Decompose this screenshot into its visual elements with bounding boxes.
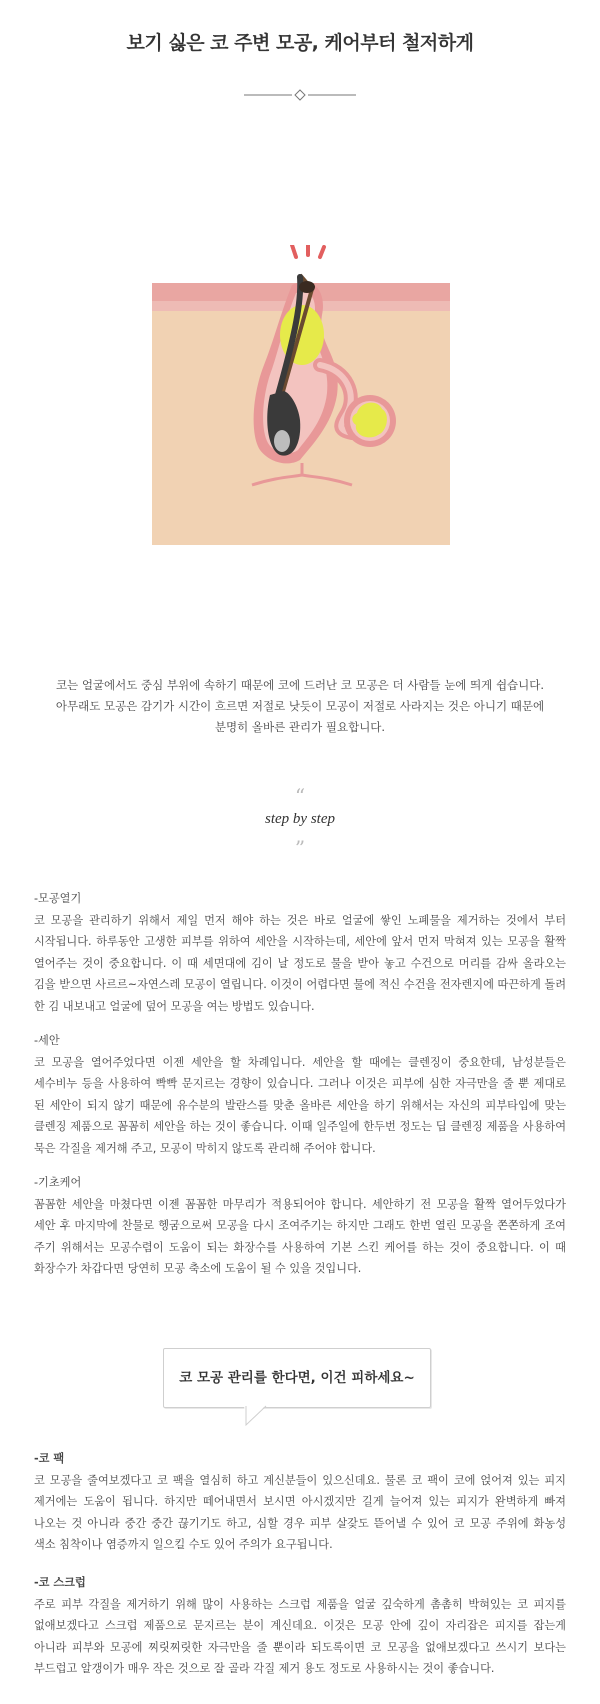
callout-tail [244,1405,268,1427]
irritation-marks [292,245,296,257]
avoid-nose-pack [34,1448,566,1556]
section-body: 꼼꼼한 세안을 마쳤다면 이젠 꼼꼼한 마무리가 적용되어야 합니다. 세안하기 전 모공을 활짝 열어두었다가 세안 후 마지막에 찬물로 헹굼으로써 모공을 다시 조여주기는 하지만 그래도 한번 열린 모공을 쫀쫀하게 조여 주기 위해서는 모공수렴이 도움이 되는 화장수를 사용하여 기본 스킨 케어를 하는 것이 중요합니다. 이 때 화장수가 차갑다면 당연히 모공 축소에 도움이 될 수 있을 것입니다. [34,1197,566,1276]
pore-diagram [152,245,450,545]
section-heading: -코 스크럽 [34,1576,86,1589]
section-heading: -모공열기 [34,892,82,905]
quote-close-mark: ” [294,836,306,860]
intro-text [40,675,560,738]
quote-open-mark: “ [294,784,306,808]
avoid-nose-scrub [34,1572,566,1680]
step-cleansing [34,1030,566,1160]
intro-line: 아무래도 모공은 감기가 시간이 흐르면 저절로 낫듯이 모공이 저절로 사라지는 것은 아니기 때문에 [55,699,545,713]
section-heading: -세안 [34,1034,60,1047]
callout-text: 코 모공 관리를 한다면, 이건 피하세요~ [179,1370,415,1386]
intro-line: 코는 얼굴에서도 중심 부위에 속하기 때문에 코에 드러난 코 모공은 더 사람들 눈에 띄게 쉽습니다. [55,678,545,692]
step-open-pores [34,888,566,1018]
section-heading: -기초케어 [34,1176,82,1189]
blackhead [299,281,315,293]
title-divider [244,88,356,102]
section-heading: -코 팩 [34,1452,65,1465]
section-body: 코 모공을 관리하기 위해서 제일 먼저 해야 하는 것은 바로 얼굴에 쌓인 노폐물을 제거하는 것에서 부터 시작됩니다. 하루동안 고생한 피부를 위하여 세안을 시작하는데, 세안에 앞서 먼저 막혀져 있는 모공을 활짝 열어주는 것이 중요합니다. 이 때 세면대에 김이 날 정도로 물을 받아 놓고 수건으로 머리를 감싸 올라오는 김을 받으면 사르르~자연스레 모공이 열립니다. 이것이 어렵다면 물에 적신 수건을 전자렌지에 따끈하게 돌려 한 김 내보내고 얼굴에 덮어 모공을 여는 방법도 있습니다. [34,913,566,1013]
step-by-step-heading: step by step [265,811,335,827]
page-title: 보기 싫은 코 주변 모공, 케어부터 철저하게 [126,32,474,54]
section-body: 주로 피부 각질을 제거하기 위해 많이 사용하는 스크럽 제품을 얼굴 깊숙하게 촘촘히 박혀있는 코 피지를 없애보겠다고 스크럽 제품으로 문지르는 분이 계신데요. 이것은 모공 안에 깊이 자리잡은 피지를 잡는게 아니라 피부와 모공에 찌릿찌릿한 자극만을 줄 뿐이라 되도록이면 코 모공을 없애보겠다고 쓰시기 보다는 부드럽고 알갱이가 매우 작은 것으로 잘 골라 각질 제거 용도 정도로 사용하시는 것이 좋습니다. [34,1597,566,1676]
intro-line: 분명히 올바른 관리가 필요합니다. [214,720,386,734]
callout-box [163,1348,431,1408]
step-basic-care [34,1172,566,1280]
section-body: 코 모공을 열어주었다면 이젠 세안을 할 차례입니다. 세안을 할 때에는 클렌징이 중요한데, 남성분들은 세수비누 등을 사용하여 빡빡 문지르는 경향이 있습니다. 그러나 이것은 피부에 심한 자극만을 줄 뿐 제대로 된 세안이 되지 않기 때문에 유수분의 발란스를 맞춘 올바른 세안을 하기 위해서는 자신의 피부타입에 맞는 클렌징 제품으로 꼼꼼히 세안을 하는 것이 좋습니다. 이때 일주일에 한두번 정도는 딥 클렌징 제품을 사용하여 묵은 각질을 제거해 주고, 모공이 막히지 않도록 관리해 주어야 합니다. [34,1055,566,1155]
section-body: 코 모공을 줄여보겠다고 코 팩을 열심히 하고 계신분들이 있으신데요. 물론 코 팩이 코에 얹어져 있는 피지 제거에는 도움이 됩니다. 하지만 떼어내면서 보시면 아시겠지만 길게 늘어져 있는 피지가 완벽하게 빠져 나오는 것 아니라 중간 중간 끊기기도 하고, 심할 경우 피부 살갗도 뜯어낼 수 있어 코 모공 주위에 화농성 색소 침착이나 염증까지 일으킬 수도 있어 주의가 요구됩니다. [34,1473,566,1552]
